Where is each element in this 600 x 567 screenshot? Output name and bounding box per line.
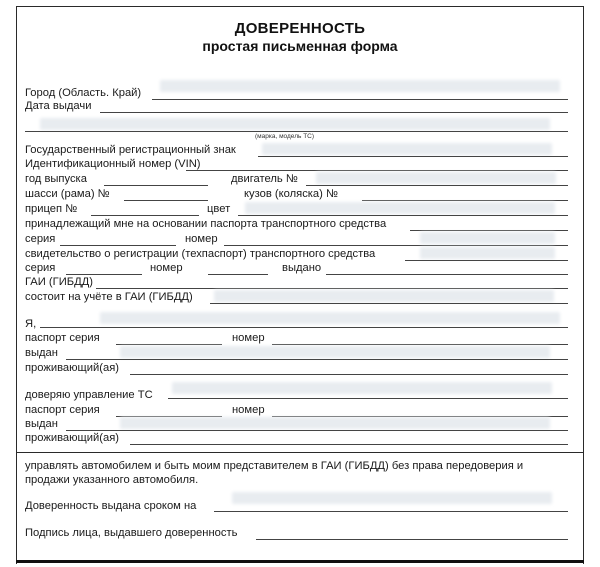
vin-line: [186, 170, 568, 171]
issue-date-line: [100, 112, 568, 113]
signature-label: Подпись лица, выдавшего доверенность: [25, 527, 238, 539]
engine-redacted: [316, 172, 556, 184]
principal-passport-series-line: [116, 344, 222, 345]
authority-text-line-2: продажи указанного автомобиля.: [25, 474, 199, 486]
registration-cert-line: [405, 260, 568, 261]
engine-label: двигатель №: [231, 173, 298, 185]
color-line: [238, 215, 568, 216]
signature-line: [256, 539, 568, 540]
body-label: кузов (коляска) №: [244, 188, 338, 200]
pts-number-line: [224, 245, 568, 246]
cert-issued-label: выдано: [282, 262, 322, 274]
registered-at-line: [210, 303, 568, 304]
principal-issued-line: [66, 359, 568, 360]
vin-label: Идентификационный номер (VIN): [25, 158, 201, 170]
principal-line: [40, 327, 568, 328]
reg-plate-label: Государственный регистрационный знак: [25, 144, 236, 156]
validity-label: Доверенность выдана сроком на: [25, 500, 197, 512]
trustee-passport-label: паспорт серия: [25, 404, 100, 416]
chassis-label: шасси (рама) №: [25, 188, 110, 200]
principal-passport-label: паспорт серия: [25, 332, 100, 344]
city-label: Город (Область. Край): [25, 87, 142, 99]
principal-label: Я,: [25, 318, 37, 330]
trustee-issued-redacted: [120, 417, 550, 429]
color-redacted: [245, 202, 555, 214]
issue-date-label: Дата выдачи: [25, 100, 92, 112]
pts-number-label: номер: [185, 233, 218, 245]
cert-series-line: [66, 274, 142, 275]
principal-passport-number-label: номер: [232, 332, 265, 344]
trustee-passport-number-label: номер: [232, 404, 265, 416]
owned-passport-line: [410, 230, 568, 231]
trailer-line: [91, 215, 199, 216]
registered-at-label: состоит на учёте в ГАИ (ГИБДД): [25, 291, 193, 303]
city-line: [152, 99, 568, 100]
section-divider: [16, 452, 584, 453]
pts-number-redacted: [420, 232, 555, 244]
reg-plate-line: [258, 156, 568, 157]
registration-cert-label: свидетельство о регистрации (техпаспорт) транспортного средства: [25, 248, 376, 260]
registered-at-redacted: [214, 290, 554, 302]
trustee-redacted: [172, 382, 552, 394]
cert-number-line: [208, 274, 268, 275]
reg-plate-redacted: [262, 143, 552, 155]
cert-number-label: номер: [150, 262, 183, 274]
validity-redacted: [232, 492, 552, 504]
authority-text-line-1: управлять автомобилем и быть моим представителем в ГАИ (ГИБДД) без права передоверия и: [25, 460, 524, 472]
registration-cert-redacted: [420, 247, 555, 259]
owned-passport-label: принадлежащий мне на основании паспорта транспортного средства: [25, 218, 387, 230]
trustee-line: [168, 398, 568, 399]
trailer-label: прицеп №: [25, 203, 78, 215]
validity-line: [214, 511, 568, 512]
principal-issued-label: выдан: [25, 347, 58, 359]
trustee-residence-label: проживающий(ая): [25, 432, 119, 444]
form-title: ДОВЕРЕННОСТЬ: [234, 20, 366, 37]
trustee-residence-line: [130, 444, 568, 445]
bottom-border: [16, 560, 584, 563]
principal-residence-line: [130, 374, 568, 375]
pts-series-line: [60, 245, 176, 246]
principal-redacted: [100, 312, 560, 324]
gai-label: ГАИ (ГИБДД): [25, 276, 93, 288]
vehicle-model-line: [25, 131, 568, 132]
trustee-issued-label: выдан: [25, 418, 58, 430]
principal-residence-label: проживающий(ая): [25, 362, 119, 374]
body-line: [362, 200, 568, 201]
pts-series-label: серия: [25, 233, 56, 245]
trustee-issued-line: [66, 430, 568, 431]
vehicle-model-hint: (марка, модель ТС): [255, 133, 315, 140]
color-label: цвет: [207, 203, 231, 215]
principal-issued-redacted: [120, 346, 550, 358]
form-subtitle: простая письменная форма: [202, 38, 398, 54]
gai-line: [96, 288, 568, 289]
cert-series-label: серия: [25, 262, 56, 274]
principal-passport-number-line: [272, 344, 568, 345]
vehicle-model-redacted: [40, 118, 550, 130]
cert-issued-line: [326, 274, 568, 275]
engine-line: [306, 185, 568, 186]
chassis-line: [124, 200, 208, 201]
city-redacted: [160, 80, 560, 92]
year-line: [104, 185, 208, 186]
trustee-label: доверяю управление ТС: [25, 389, 153, 401]
year-label: год выпуска: [25, 173, 87, 185]
